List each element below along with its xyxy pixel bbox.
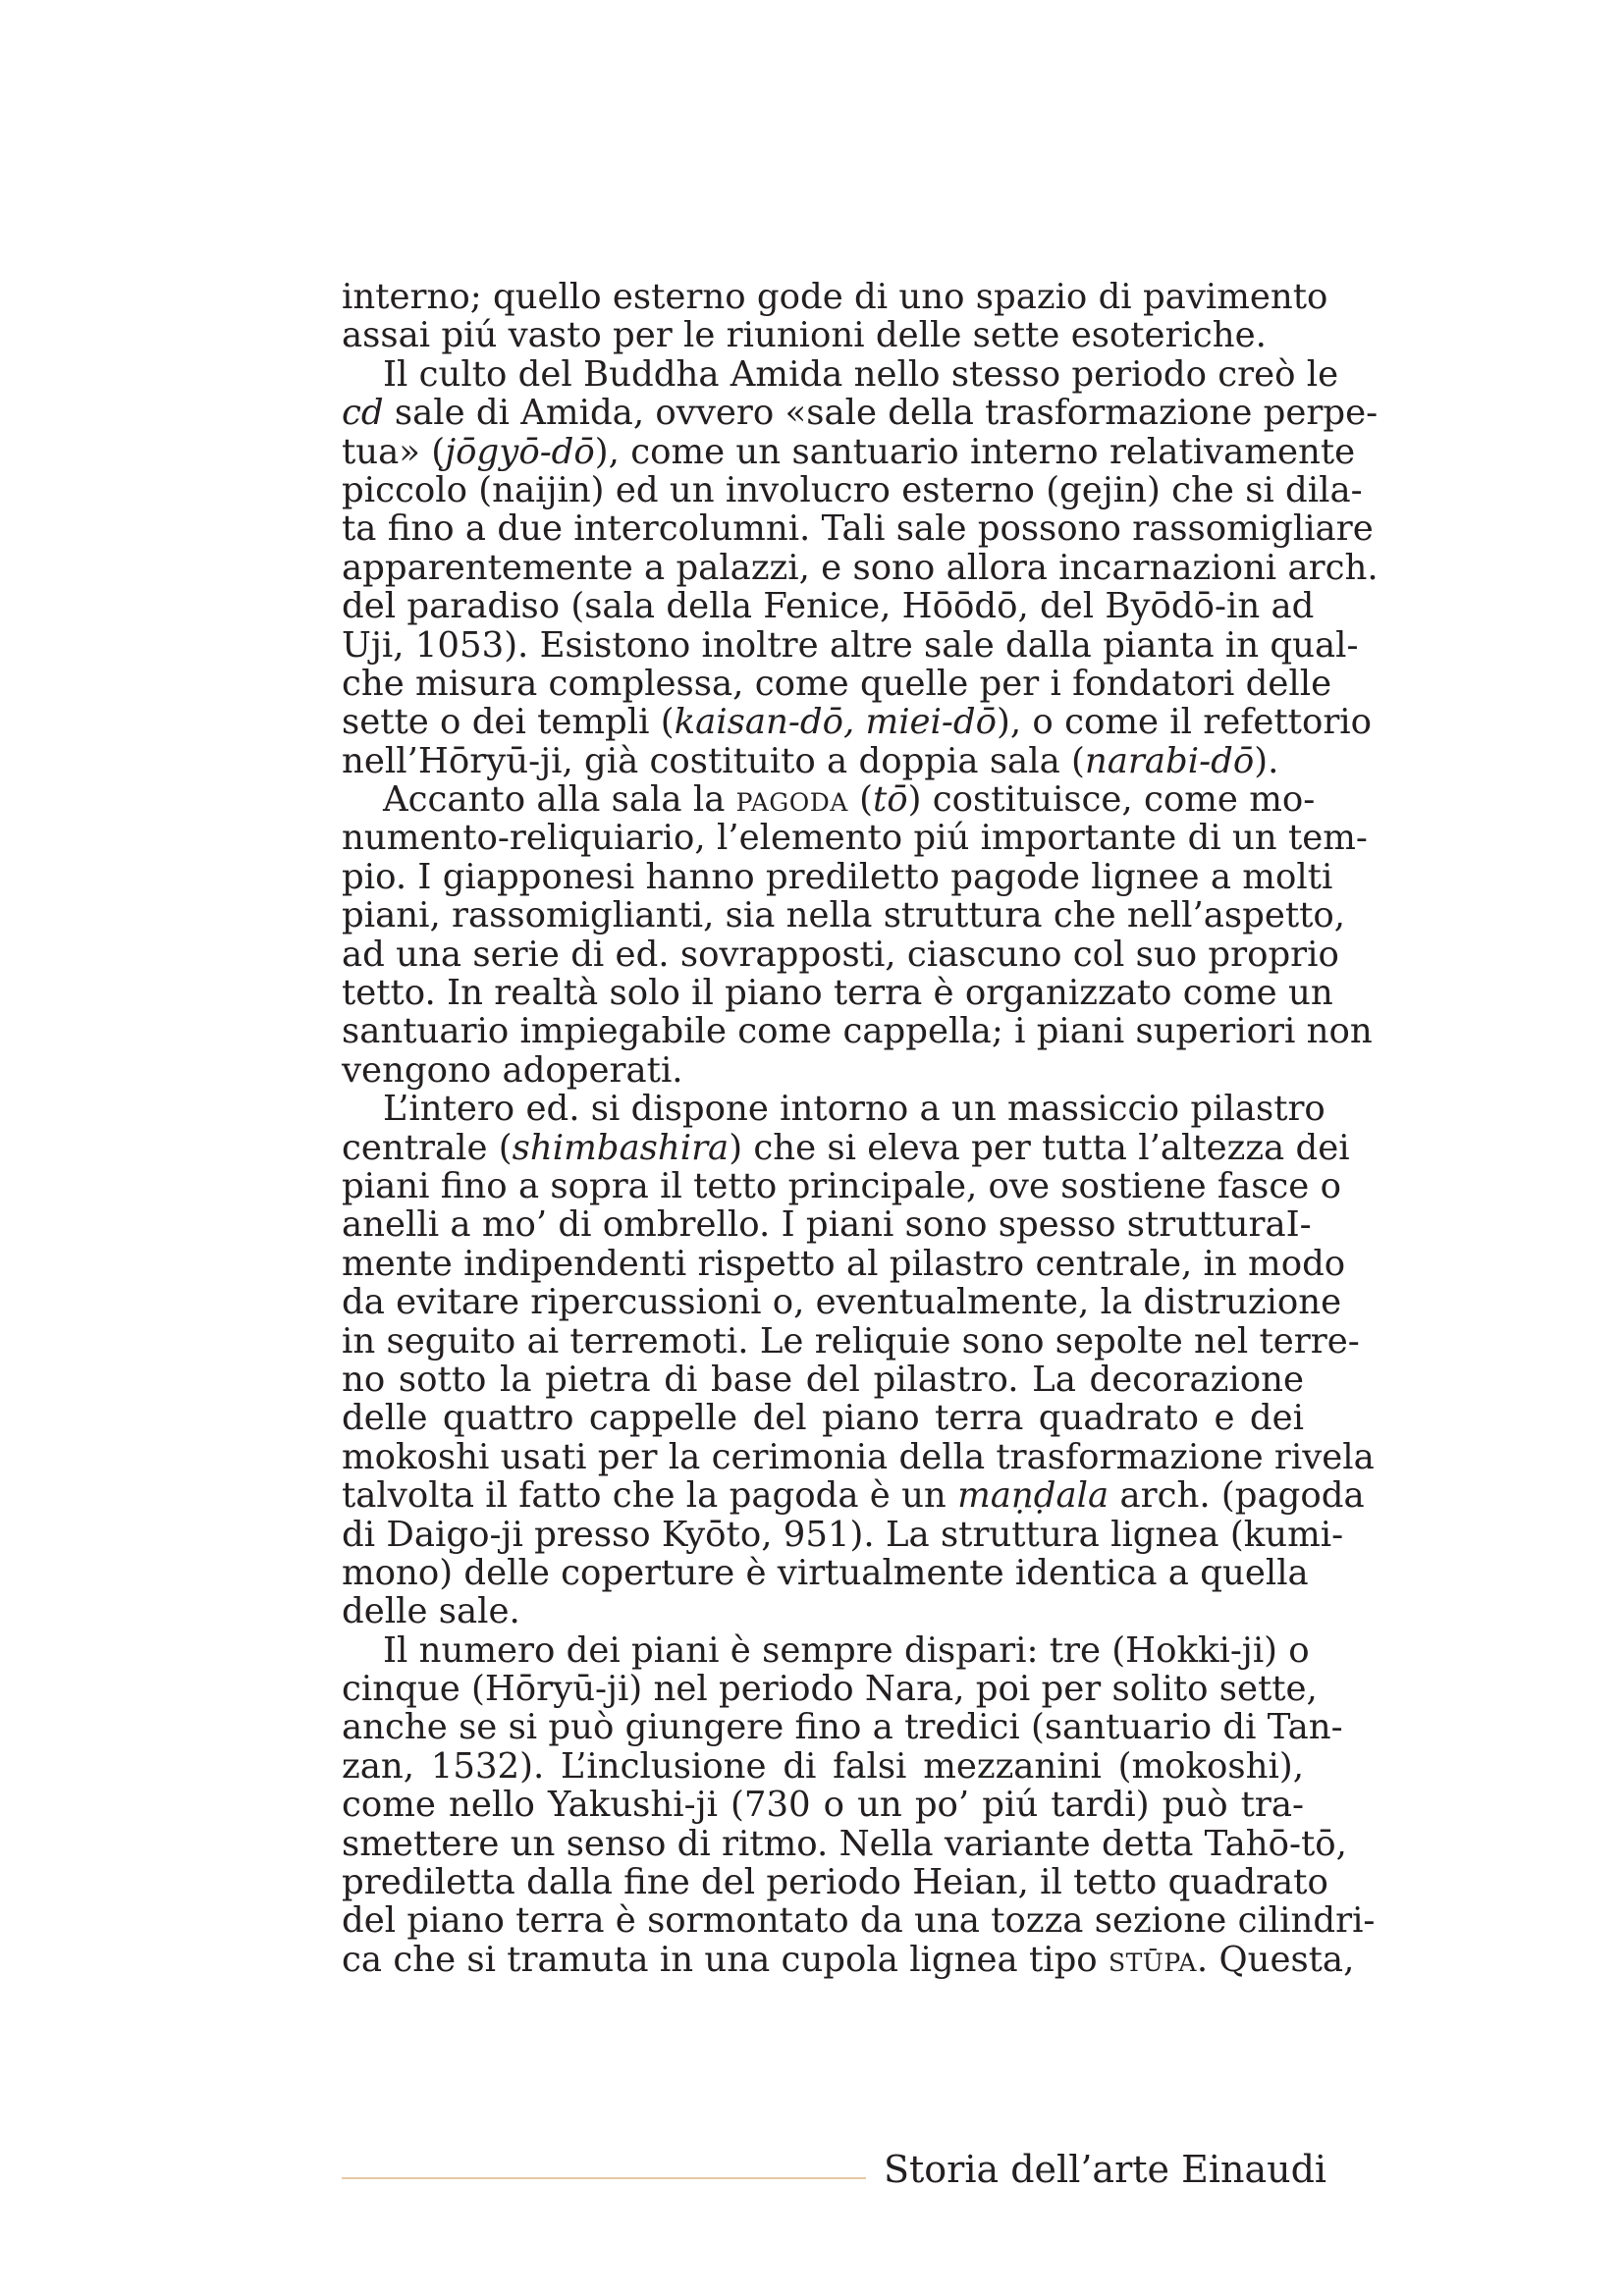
text-line <box>342 1282 1342 1323</box>
text-line <box>342 547 1379 588</box>
text-line <box>342 508 1374 550</box>
text-line <box>342 1552 1309 1593</box>
small-caps-term: pagoda <box>735 779 848 821</box>
text-line <box>342 702 1373 743</box>
text-line <box>342 973 1333 1014</box>
text-run: delle quattro cappelle del piano terra quadrato e dei <box>342 1398 1304 1439</box>
text-run: smettere un senso di ritmo. Nella variante detta Tahō-tō, <box>342 1823 1347 1864</box>
text-run: numento-reliquiario, l’elemento piú importante di un tem- <box>342 818 1368 859</box>
text-run: Accanto alla sala la <box>383 779 736 821</box>
text-line <box>342 1939 1355 1980</box>
text-run: . Questa, <box>1196 1939 1355 1980</box>
italic-term: shimbashira <box>512 1127 730 1168</box>
text-run: in seguito ai terremoti. Le reliquie sono sepolte nel terre- <box>342 1320 1360 1362</box>
small-caps-term: stūpa <box>1108 1939 1197 1980</box>
text-run: piccolo (naijin) ed un involucro esterno (gejin) che si dila- <box>342 469 1363 510</box>
text-run: L’intero ed. si dispone intorno a un massiccio pilastro <box>383 1089 1325 1130</box>
italic-term: maṇḍala <box>957 1475 1109 1517</box>
text-run: prediletta dalla fine del periodo Heian, il tetto quadrato <box>342 1862 1328 1903</box>
text-line <box>342 1823 1347 1864</box>
text-line <box>342 316 1304 354</box>
text-run: ) che si eleva per tutta l’altezza dei <box>729 1127 1350 1168</box>
text-line <box>342 1243 1346 1284</box>
text-run: ). <box>1254 740 1279 781</box>
text-line <box>342 1592 1304 1630</box>
text-run: ) costituisce, come mo- <box>907 779 1316 821</box>
footer-rule <box>342 2177 866 2179</box>
text-run: che misura complessa, come quelle per i fondatori delle <box>342 663 1332 704</box>
text-run: di Daigo-ji presso Kyōto, 951). La struttura lignea (kumi- <box>342 1514 1344 1555</box>
text-line <box>342 1786 1304 1824</box>
text-line <box>342 1862 1328 1903</box>
italic-term: jōgyō-dō <box>445 431 595 472</box>
text-line <box>342 1204 1312 1246</box>
text-run: zan, 1532). L’inclusione di falsi mezzanini (mokoshi), <box>342 1745 1304 1787</box>
text-line <box>342 353 1339 395</box>
text-run: Uji, 1053). Esistono inoltre altre sale dalla pianta in qual- <box>342 624 1359 666</box>
text-run: interno; quello esterno gode di uno spazio di pavimento <box>342 277 1328 317</box>
text-run: sette o dei templi ( <box>342 702 675 743</box>
text-line <box>342 1399 1304 1437</box>
text-line <box>342 779 1316 821</box>
text-line <box>342 934 1339 975</box>
text-run: sale di Amida, ovvero «sale della trasformazione perpe- <box>383 393 1379 434</box>
text-line <box>342 624 1359 666</box>
text-line <box>342 1707 1343 1748</box>
text-run: ), o come il refettorio <box>997 702 1373 743</box>
text-run: delle sale. <box>342 1591 520 1632</box>
text-run: assai piú vasto per le riunioni delle sette esoteriche. <box>342 315 1267 356</box>
text-run: ta fino a due intercolumni. Tali sale possono rassomigliare <box>342 508 1374 550</box>
text-run: del paradiso (sala della Fenice, Hōōdō, del Byōdō-in ad <box>342 586 1315 627</box>
text-run: mono) delle coperture è virtualmente identica a quella <box>342 1552 1309 1593</box>
text-run: no sotto la pietra di base del pilastro. La decorazione <box>342 1359 1304 1400</box>
text-line <box>342 586 1315 627</box>
text-run: piani, rassomiglianti, sia nella struttura che nell’aspetto, <box>342 895 1346 936</box>
text-line <box>342 895 1346 936</box>
text-line <box>342 431 1356 472</box>
text-line <box>342 1669 1318 1710</box>
text-run: ), come un santuario interno relativamente <box>594 431 1356 472</box>
text-line <box>342 1127 1350 1168</box>
text-run: vengono adoperati. <box>342 1049 683 1091</box>
text-line <box>342 1361 1304 1399</box>
text-run: tua» ( <box>342 431 446 472</box>
text-line <box>342 1165 1341 1206</box>
text-run: pio. I giapponesi hanno prediletto pagode lignee a molti <box>342 856 1333 897</box>
footer-title: Storia dell’arte Einaudi <box>884 2148 1327 2191</box>
text-run: piani fino a sopra il tetto principale, ove sostiene fasce o <box>342 1165 1341 1206</box>
text-line <box>342 742 1304 780</box>
text-line <box>342 663 1332 704</box>
text-line <box>342 1011 1373 1052</box>
text-line <box>342 1089 1325 1130</box>
italic-term: kaisan-dō, miei-dō <box>674 702 998 743</box>
italic-term: narabi-dō <box>1084 740 1255 781</box>
text-run: santuario impiegabile come cappella; i piani superiori non <box>342 1011 1373 1052</box>
text-line <box>342 856 1333 897</box>
text-run: mente indipendenti rispetto al pilastro centrale, in modo <box>342 1243 1346 1284</box>
text-run: arch. (pagoda <box>1109 1475 1365 1517</box>
text-run: ad una serie di ed. sovrapposti, ciascuno col suo proprio <box>342 934 1339 975</box>
text-line <box>342 1514 1344 1555</box>
text-line <box>342 277 1328 317</box>
text-run: ( <box>847 779 873 821</box>
italic-term: cd <box>342 393 384 434</box>
text-run: Il culto del Buddha Amida nello stesso periodo creò le <box>383 353 1339 395</box>
text-line <box>342 469 1363 510</box>
text-line <box>342 1629 1310 1671</box>
text-run: tetto. In realtà solo il piano terra è organizzato come un <box>342 973 1333 1014</box>
text-line <box>342 1900 1376 1942</box>
text-run: del piano terra è sormontato da una tozza sezione cilindri- <box>342 1900 1376 1942</box>
text-run: apparentemente a palazzi, e sono allora incarnazioni arch. <box>342 547 1379 588</box>
text-line <box>342 1475 1365 1517</box>
text-run: cinque (Hōryū-ji) nel periodo Nara, poi per solito sette, <box>342 1669 1318 1710</box>
text-run: da evitare ripercussioni o, eventualmente, la distruzione <box>342 1282 1342 1323</box>
text-run: nell’Hōryū-ji, già costituito a doppia sala ( <box>342 740 1085 781</box>
text-run: anche se si può giungere fino a tredici (santuario di Tan- <box>342 1707 1343 1748</box>
text-line <box>342 1051 1304 1090</box>
text-run: anelli a mo’ di ombrello. I piani sono spesso strutturaI- <box>342 1204 1312 1246</box>
text-line <box>342 1320 1360 1362</box>
text-run: come nello Yakushi-ji (730 o un po’ piú tardi) può tra- <box>342 1785 1304 1826</box>
body-text <box>342 277 1379 1980</box>
italic-term: tō <box>872 779 908 821</box>
text-run: centrale ( <box>342 1127 513 1168</box>
text-line <box>342 1747 1304 1786</box>
text-run: talvolta il fatto che la pagoda è un <box>342 1475 958 1517</box>
text-run: Il numero dei piani è sempre dispari: tre (Hokki-ji) o <box>383 1629 1310 1671</box>
text-run: ca che si tramuta in una cupola lignea tipo <box>342 1939 1109 1980</box>
text-line <box>342 393 1379 434</box>
text-line <box>342 818 1368 859</box>
text-run: mokoshi usati per la cerimonia della trasformazione rivela <box>342 1436 1375 1477</box>
text-line <box>342 1436 1375 1477</box>
